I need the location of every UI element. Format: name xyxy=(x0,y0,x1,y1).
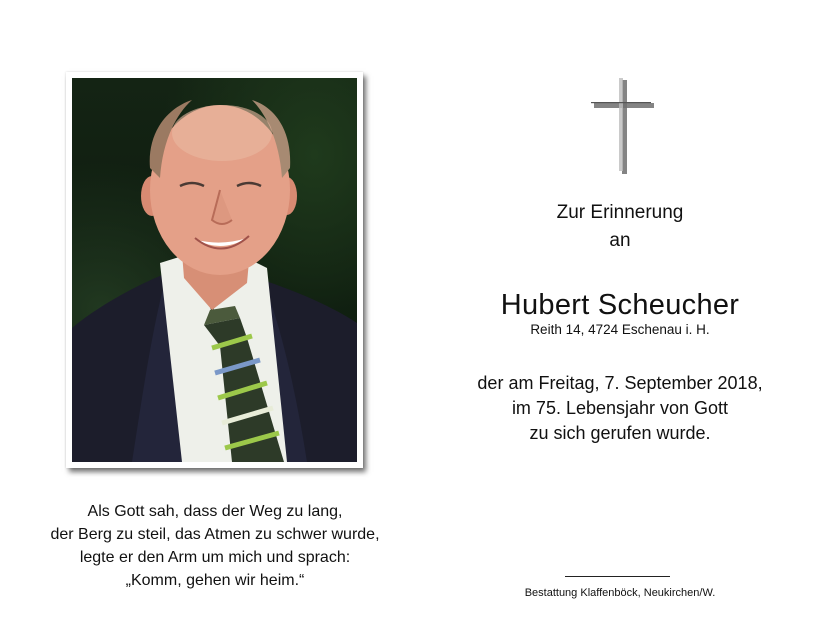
poem-line-3: legte er den Arm um mich und sprach: xyxy=(79,549,351,566)
poem-line-2: der Berg zu steil, das Atmen zu schwer wurde, xyxy=(50,526,380,543)
divider-line xyxy=(565,576,670,577)
deceased-address: Reith 14, 4724 Eschenau i. H. xyxy=(530,322,710,337)
death-notice xyxy=(440,371,800,446)
death-notice-line-1: der am Freitag, 7. September 2018, xyxy=(477,373,763,393)
poem-line-4: „Komm, gehen wir heim.“ xyxy=(125,572,305,589)
portrait-frame xyxy=(66,72,363,468)
intro-text xyxy=(490,199,750,255)
undertaker-credit: Bestattung Klaffenböck, Neukirchen/W. xyxy=(524,587,716,599)
portrait-illustration xyxy=(72,78,357,462)
deceased-name: Hubert Scheucher xyxy=(500,289,740,321)
death-notice-line-2: im 75. Lebensjahr von Gott xyxy=(511,398,729,418)
memorial-poem xyxy=(20,500,410,592)
intro-line-2: an xyxy=(609,230,631,251)
portrait-photo xyxy=(72,78,357,462)
poem-line-1: Als Gott sah, dass der Weg zu lang, xyxy=(87,503,343,520)
latin-cross-icon xyxy=(588,76,658,176)
intro-line-1: Zur Erinnerung xyxy=(556,202,684,223)
death-notice-line-3: zu sich gerufen wurde. xyxy=(529,423,711,443)
